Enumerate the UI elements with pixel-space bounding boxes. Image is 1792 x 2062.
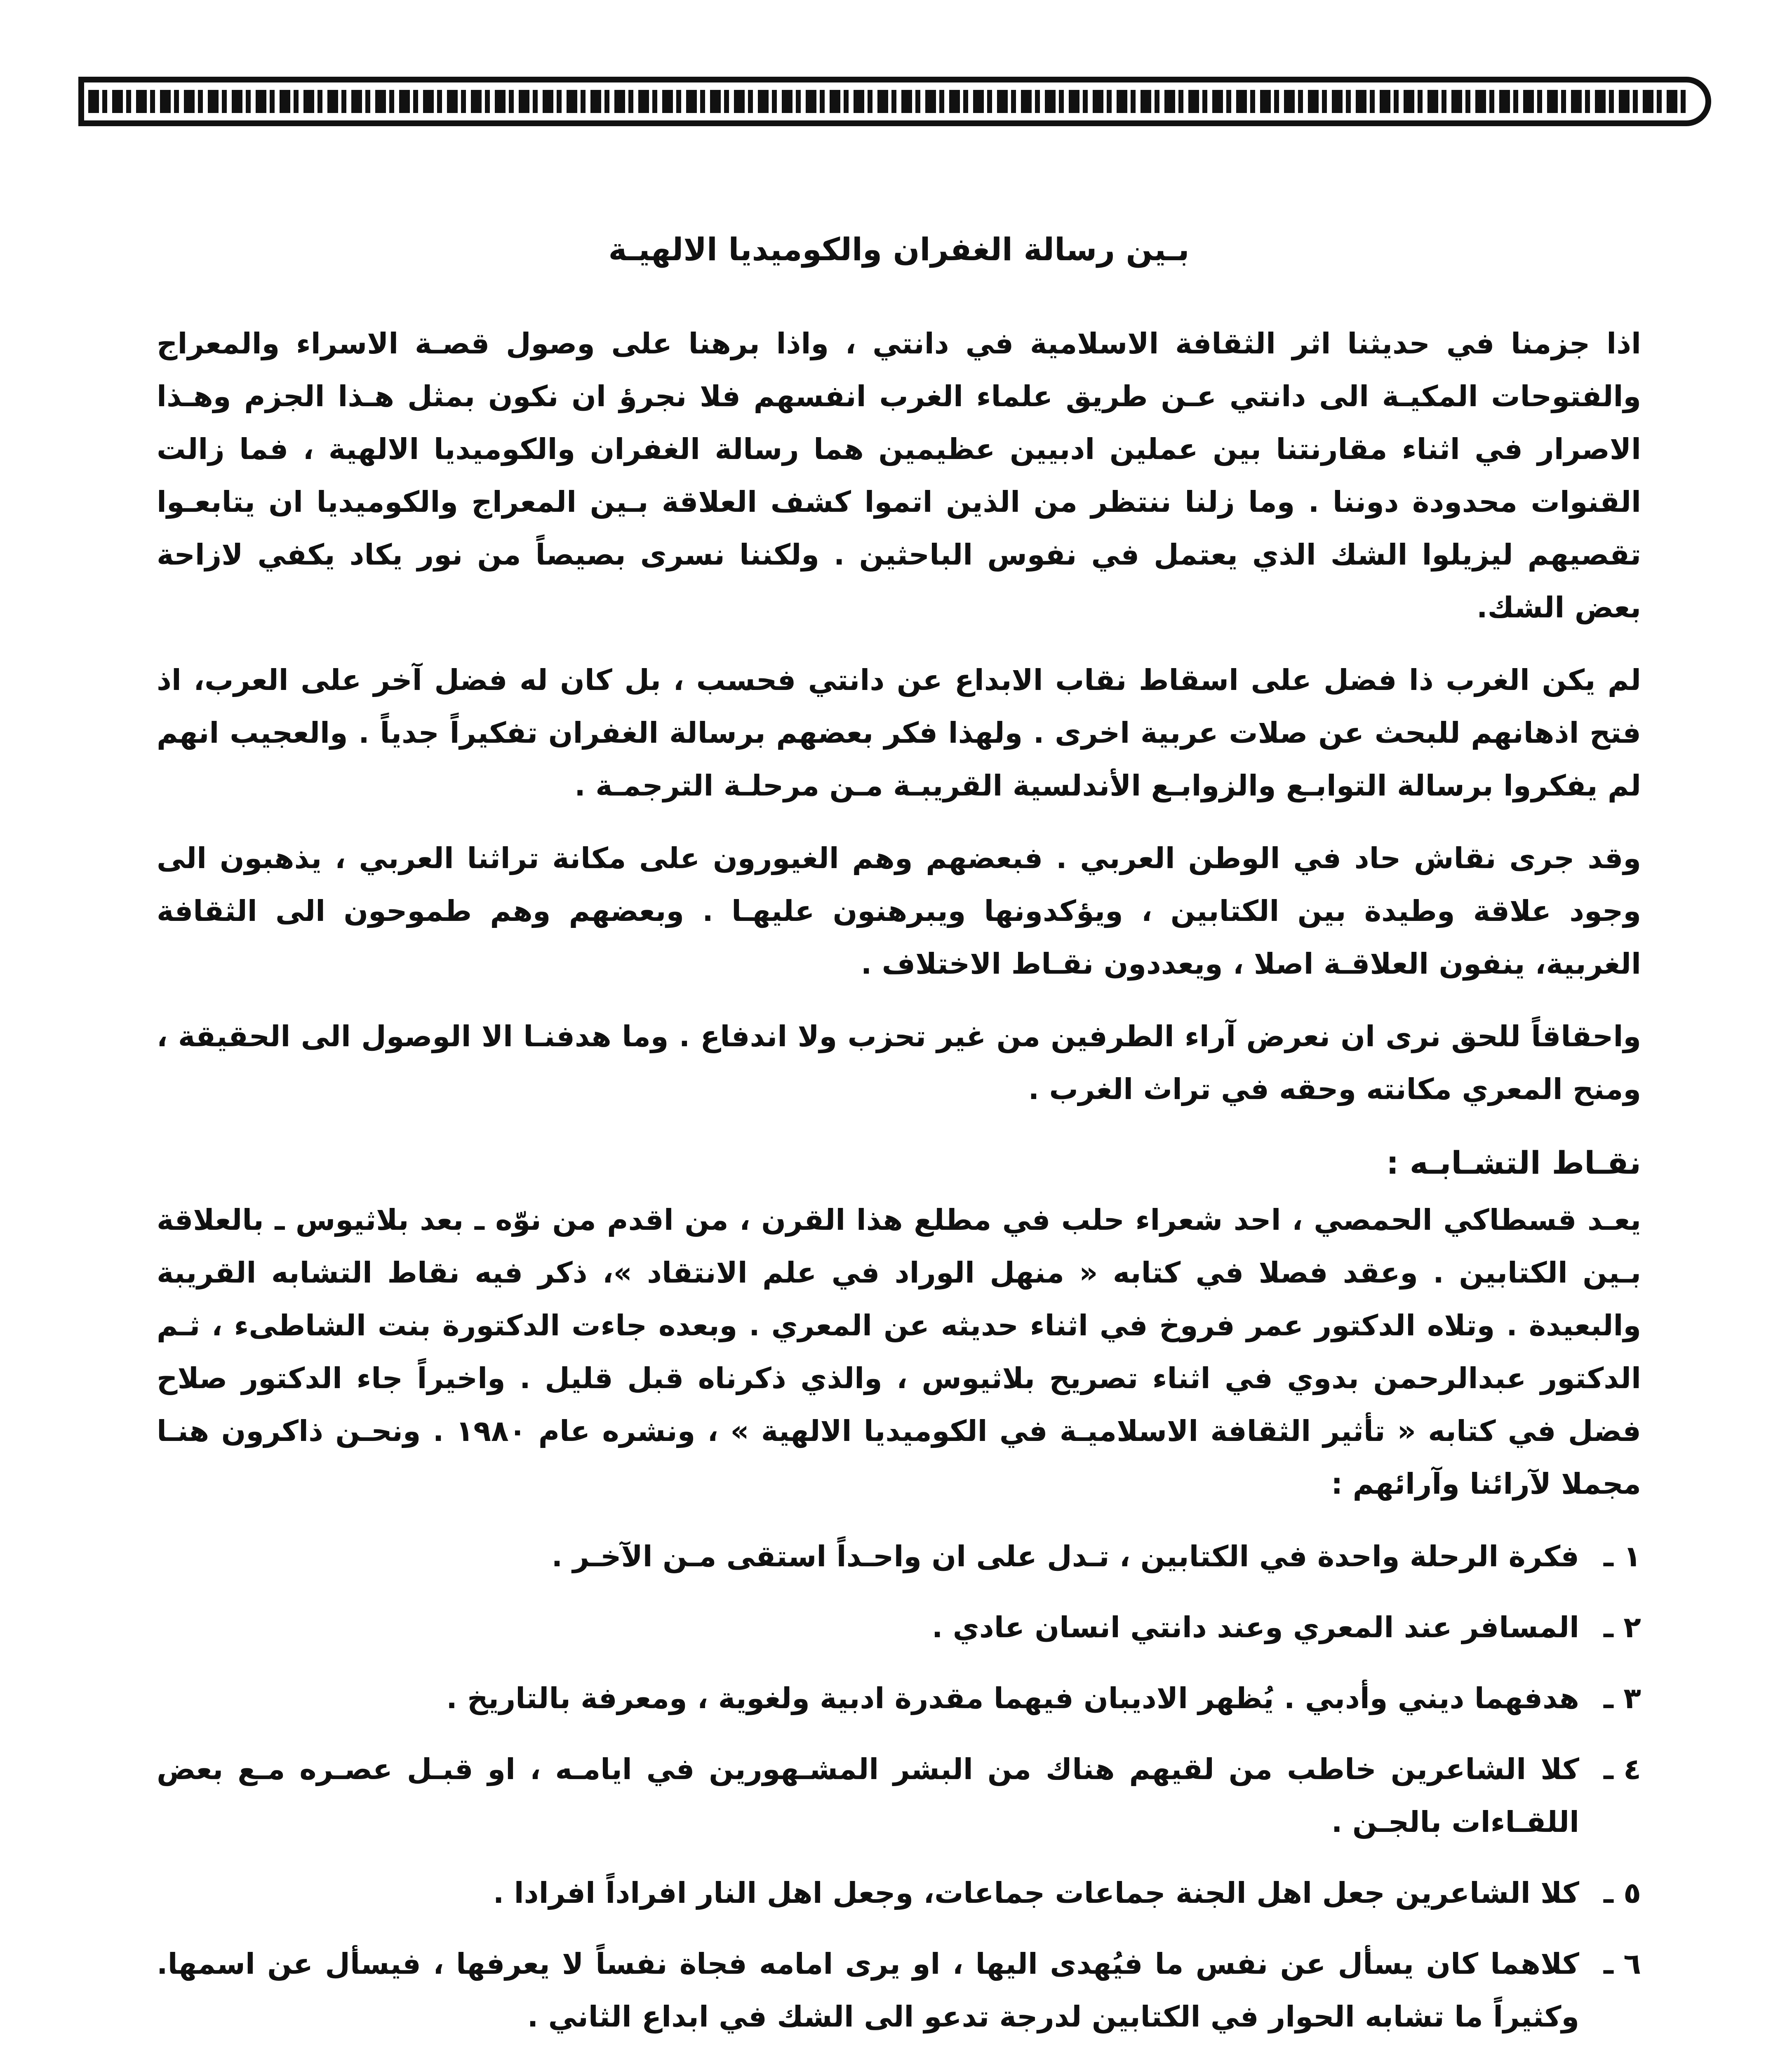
list-item (157, 1937, 1641, 2043)
section-paragraph: يعـد قسطاكي الحمصي ، احد شعراء حلب في مطلع هذا القرن ، من اقدم من نوّه ـ بعد بلاثيوس ـ بالعلاقة بـين الكتابين . وعقد فصلا في كتابه « منهل الوراد في علم الانتقاد »، ذكر فيه نقاط التشابه القريبة والبعيدة . وتلاه الدكتور عمر فروخ في اثناء حديثه عن المعري . وبعده جاءت الدكتورة بنت الشاطىء ، ثـم الدكتور عبدالرحمن بدوي في اثناء تصريح بلاثيوس ، والذي ذكرناه قبل قليل . واخيراً جاء الدكتور صلاح فضل في كتابه « تأثير الثقافة الاسلاميـة في الكوميديا الالهية » ، ونشره عام ١٩٨٠ . ونحـن ذاكرون هنـا مجملا لآرائنا وآرائهم : (157, 1203, 1641, 1501)
paragraph-2: لم يكن الغرب ذا فضل على اسقاط نقاب الابداع عن دانتي فحسب ، بل كان له فضل آخر على العرب، اذ فتح اذهانهم للبحث عن صلات عربية اخرى . ولهذا فكر بعضهم برسالة الغفران تفكيراً جدياً . والعجيب انهم لم يفكروا برسالة التوابـع والزوابـع الأندلسية القريبـة مـن مرحلـة الترجمـة . (157, 663, 1641, 803)
section-heading-similarities: نقـاط التشـابـه : (1386, 1144, 1641, 1181)
list-item-text: هدفهما ديني وأدبي . يُظهر الاديبان فيهما مقدرة ادبية ولغوية ، ومعرفة بالتاريخ . (446, 1681, 1579, 1715)
similarities-list (157, 1530, 1641, 2062)
list-item (157, 1672, 1641, 1725)
list-item-number: ٥ ـ (1603, 1876, 1641, 1910)
header-ornament-border (78, 77, 1711, 126)
list-item-text: فكرة الرحلة واحدة في الكتابين ، تـدل على ان واحـداً استقى مـن الآخـر . (551, 1539, 1579, 1573)
page-content (157, 214, 1641, 2062)
paragraph-4: واحقاقاً للحق نرى ان نعرض آراء الطرفين من غير تحزب ولا اندفاع . وما هدفنـا الا الوصول الى الحقيقة ، ومنح المعري مكانته وحقه في تراث الغرب . (157, 1019, 1641, 1106)
list-item (157, 1601, 1641, 1654)
list-item-number: ٦ ـ (1603, 1947, 1641, 1981)
page-title: بـين رسالة الغفران والكوميديا الالهيـة (608, 231, 1190, 268)
paragraph-3: وقد جرى نقاش حاد في الوطن العربي . فبعضهم وهم الغيورون على مكانة تراثنا العربي ، يذهبون الى وجود علاقة وطيدة بين الكتابين ، ويؤكدونها ويبرهنون عليهـا . وبعضهم وهم طموحون الى الثقافة الغربية، ينفون العلاقـة اصلا ، ويعددون نقـاط الاختلاف . (157, 841, 1641, 981)
list-item-text: كلاهما كان يسأل عن نفس ما فيُهدى اليها ، او يرى امامه فجاة نفساً لا يعرفها ، فيسأل عن اسمها. وكثيراً ما تشابه الحوار في الكتابين لدرجة تدعو الى الشك في ابداع الثاني . (157, 1947, 1579, 2034)
list-item-text: المسافر عند المعري وعند دانتي انسان عادي . (931, 1610, 1579, 1644)
list-item-number: ٤ ـ (1603, 1752, 1641, 1786)
ornament-pattern (88, 90, 1689, 113)
paragraph-1: اذا جزمنا في حديثنا اثر الثقافة الاسلامية في دانتي ، واذا برهنا على وصول قصـة الاسراء والمعراج والفتوحات المكيـة الى دانتي عـن طريق علماء الغرب انفسهم فلا نجرؤ ان نكون بمثل هـذا الجزم وهـذا الاصرار في اثناء مقارنتنا بين عملين ادبيين عظيمين هما رسالة الغفران والكوميديا الالهية ، فما زالت القنوات محدودة دوننا . وما زلنا ننتظر من الذين اتموا كشف العلاقة بـين المعراج والكوميديا ان يتابعـوا تقصيهم ليزيلوا الشك الذي يعتمل في نفوس الباحثين . ولكننا نسرى بصيصاً من نور يكاد يكفي لازاحة بعض الشك. (157, 327, 1641, 624)
list-item-number: ٣ ـ (1603, 1681, 1641, 1715)
list-item (157, 1743, 1641, 1848)
list-item-text: كلا الشاعرين خاطب من لقيهم هناك من البشر المشـهورين في ايامـه ، او قبـل عصـره مـع بعض اللقـاءات بالجـن . (157, 1752, 1579, 1839)
list-item-text: كلا الشاعرين جعل اهل الجنة جماعات جماعات، وجعل اهل النار افراداً افرادا . (493, 1876, 1579, 1910)
list-item (157, 1867, 1641, 1919)
list-item-number: ١ ـ (1603, 1539, 1641, 1573)
list-item (157, 1530, 1641, 1583)
list-item-number: ٢ ـ (1603, 1610, 1641, 1644)
